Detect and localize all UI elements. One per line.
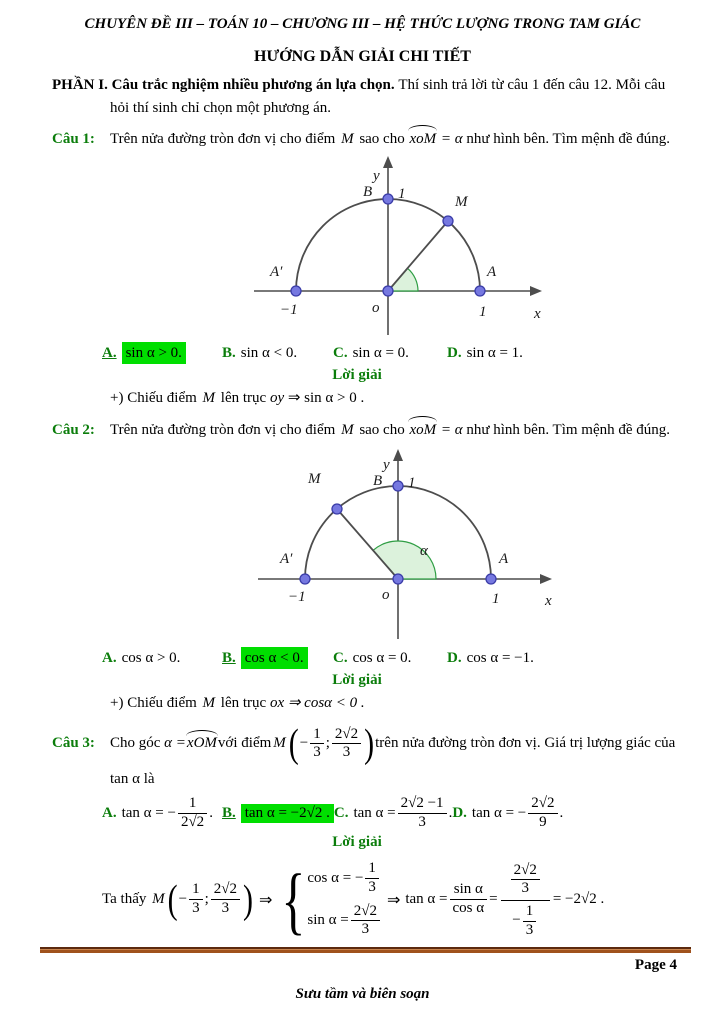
label-x-axis: x: [534, 306, 541, 322]
question-2: [52, 420, 705, 441]
q1-answer-c-text: sin α = 0.: [352, 345, 409, 361]
page-header-title: CHUYÊN ĐỀ III – TOÁN 10 – CHƯƠNG III – HỆ THỨC LƯỢNG TRONG TAM GIÁC: [84, 16, 641, 32]
implies-arrow-icon: ⇒: [386, 891, 401, 909]
label-A-prime: A′: [270, 264, 283, 280]
point-B: [393, 481, 403, 491]
q3-sol-bf-nd: 3: [521, 880, 529, 897]
q3-sol-sin-num: 2√2: [351, 904, 380, 922]
q3-answer-b: [222, 804, 334, 823]
q3-sol-separator: ;: [204, 891, 209, 907]
label-A-prime: A′: [280, 550, 293, 567]
q1-answer-b-text: sin α < 0.: [240, 345, 298, 361]
q1-answer-d: [447, 343, 710, 363]
q3-text-post: trên nửa đường tròn đơn vị. Giá trị lượng giác của: [375, 735, 676, 751]
label-alpha: α: [420, 542, 428, 559]
label-minus-one: −1: [280, 302, 298, 318]
label-one-right: 1: [479, 304, 487, 320]
q1-answer-a-text-highlighted: sin α > 0.: [122, 342, 186, 364]
footer-credit: Sưu tầm và biên soạn: [295, 986, 430, 1002]
q2-answer-c-letter: C.: [333, 649, 348, 666]
q2-sol-M: M: [202, 695, 216, 711]
q3-sol-tan-num: sin α: [450, 882, 488, 900]
point-M: [443, 216, 453, 226]
q1-sol-post: ⇒ sin α > 0 .: [284, 390, 365, 407]
q2-eq-alpha: = α: [437, 421, 467, 438]
q1-sol-pre: +) Chiếu điểm: [110, 390, 201, 407]
q3-answer-a-pre: tan α = −: [121, 804, 176, 821]
label-origin: o: [382, 586, 390, 603]
question-2-label: Câu 2:: [52, 421, 95, 438]
q3-sol-big-frac: [501, 861, 550, 939]
implies-arrow-icon: ⇒: [258, 891, 273, 909]
q3-sol-sin-den: 3: [361, 921, 370, 938]
q3-coord-frac1: [310, 727, 324, 762]
q3-answer-c-letter: C.: [333, 804, 349, 821]
q2-text-post: như hình bên. Tìm mệnh đề đúng.: [466, 421, 671, 438]
q2-sol-pre: +) Chiếu điểm: [110, 695, 201, 711]
q2-solution-line: [110, 692, 705, 715]
q3-sol-cos-den: 3: [368, 878, 376, 895]
q3-solution-heading: Lời giải: [332, 833, 382, 850]
q3-sol-bf-dminus: −: [512, 912, 521, 929]
q1-text-post: như hình bên. Tìm mệnh đề đúng.: [466, 131, 671, 147]
q3-coord-minus: −: [299, 735, 309, 751]
q1-sol-axis: oy: [269, 390, 285, 407]
q2-angle-arc-notation: xoM: [408, 420, 437, 441]
q2-solution-heading: Lời giải: [332, 672, 382, 688]
q3-sol-minus: −: [178, 891, 188, 907]
part1-intro: [52, 74, 683, 119]
q3-text-mid: với điểm: [217, 735, 272, 751]
q2-sol-mid: lên trục: [217, 695, 270, 711]
label-x-axis: x: [545, 592, 552, 609]
part1-label: PHẦN I.: [52, 77, 108, 93]
unit-semicircle-diagram-1: [246, 154, 546, 336]
q3-paren-close: ): [364, 721, 375, 767]
q2-answer-c-text: cos α = 0.: [352, 649, 412, 666]
q3-text-pre: Cho góc: [110, 735, 161, 751]
point-A-prime: [291, 286, 301, 296]
label-one-top: 1: [408, 474, 416, 491]
label-M: M: [455, 194, 468, 210]
q3-coord-frac1-den: 3: [313, 744, 321, 761]
q1-sol-mid: lên trục: [217, 390, 270, 407]
q3-sol-frac2-den: 3: [221, 900, 230, 916]
label-one-top: 1: [398, 186, 406, 202]
part1-title: Câu trắc nghiệm nhiều phương án lựa chọn.: [107, 77, 399, 93]
q3-answer-d-num: 2√2: [528, 796, 557, 814]
q2-answer-b-letter: B.: [222, 649, 236, 666]
q3-answer-d-frac: [528, 796, 557, 831]
q1-text-pre: Trên nửa đường tròn đơn vị cho điểm: [110, 131, 340, 147]
q1-answer-c: [333, 343, 447, 363]
label-y-axis: y: [373, 168, 380, 184]
label-A: A: [487, 264, 497, 280]
y-axis-arrow-icon: [393, 449, 403, 461]
q3-sol-eq2: =: [489, 891, 498, 907]
q2-answer-d-letter: D.: [447, 649, 462, 666]
q3-sol-tan-lhs: tan α =: [405, 891, 448, 907]
q3-text-line2: [110, 771, 725, 788]
q3-sol-sin-frac: [351, 904, 380, 939]
label-minus-one: −1: [288, 588, 306, 605]
q1-answer-b-letter: B.: [222, 345, 236, 361]
q3-answer-c-post: .: [448, 804, 453, 821]
point-A-prime: [300, 574, 310, 584]
part1-description: Thí sinh trả lời từ câu 1 đến câu 12. Mỗi câu hỏi thí sinh chỉ chọn một phương án.: [110, 77, 666, 116]
q3-coord-frac2: [332, 727, 361, 762]
point-A: [475, 286, 485, 296]
q1-answer-c-letter: C.: [333, 345, 348, 361]
q3-answer-c-den: 3: [418, 813, 426, 830]
q3-sol-big-frac-den-frac: [523, 904, 537, 939]
q1-solution-line: [110, 387, 705, 410]
q3-answer-c-num: 2√2 −1: [398, 796, 447, 814]
q3-sol-big-frac-num-frac: [511, 863, 540, 898]
q3-coord-frac2-den: 3: [342, 744, 351, 761]
q3-sol-sin-lhs: sin α =: [307, 912, 349, 929]
question-3-label: Câu 3:: [52, 735, 95, 751]
label-B: B: [363, 184, 373, 200]
q3-sol-tan-frac: [450, 882, 488, 917]
q3-answer-a: [102, 796, 222, 831]
point-B: [383, 194, 393, 204]
q2-text-pre: Trên nửa đường tròn đơn vị cho điểm: [110, 421, 340, 438]
q1-eq-alpha: = α: [437, 131, 467, 147]
q3-answer-d-letter: D.: [452, 804, 467, 821]
q3-solution-line: [102, 857, 715, 942]
q2-answer-a: [102, 648, 222, 668]
q1-text-mid: sao cho: [355, 131, 409, 147]
q1-answer-a-letter: A.: [102, 345, 117, 361]
question-1: [52, 129, 705, 150]
q1-var-M: M: [341, 131, 354, 147]
q3-answer-c-pre: tan α =: [353, 804, 396, 821]
question-2-answers: [102, 647, 710, 669]
q3-sol-frac2: [211, 882, 240, 917]
q2-answer-a-text: cos α > 0.: [121, 649, 181, 666]
point-origin: [383, 286, 393, 296]
q2-answer-c: [333, 648, 447, 668]
label-one-right: 1: [492, 590, 500, 607]
q3-paren-open: (: [288, 721, 299, 767]
q3-coord-frac1-num: 1: [310, 727, 324, 745]
q3-answer-a-letter: A.: [102, 804, 117, 821]
system-brace-icon: {: [281, 857, 306, 942]
point-M: [332, 504, 342, 514]
q3-answer-c-frac: [398, 796, 447, 831]
question-3-answers: [102, 796, 715, 831]
q3-var-M: M: [273, 735, 286, 751]
q1-angle-arc-notation: xoM: [408, 129, 437, 150]
q3-sol-cos-lhs: cos α = −: [307, 869, 364, 886]
q3-coord-frac2-num: 2√2: [332, 727, 361, 745]
q2-answer-b-text-highlighted: cos α < 0.: [241, 647, 308, 669]
q3-sol-tan-den: cos α: [452, 900, 485, 916]
question-1-text: [110, 129, 705, 150]
q3-sol-bf-dd: 3: [525, 921, 534, 938]
question-1-answers: [102, 342, 710, 364]
q3-answer-a-num: 1: [178, 796, 207, 814]
label-y-axis: y: [383, 456, 390, 473]
q2-answer-d-text: cos α = −1.: [466, 649, 534, 666]
question-1-label: Câu 1:: [52, 131, 95, 147]
q1-answer-a: [102, 342, 222, 364]
label-B: B: [373, 472, 383, 489]
q3-sol-bf-nn: 2√2: [511, 863, 540, 881]
q3-sol-system: [307, 861, 382, 938]
point-origin: [393, 574, 403, 584]
q2-answer-a-letter: A.: [102, 649, 117, 666]
q3-tan-alpha: tan α: [110, 771, 140, 787]
q3-la: là: [139, 771, 155, 787]
label-A: A: [499, 550, 509, 567]
q3-sol-frac1-num: 1: [189, 882, 203, 900]
q3-sol-sin-line: [307, 904, 382, 939]
question-3: [52, 721, 705, 767]
label-M: M: [308, 470, 321, 487]
q1-solution-heading: Lời giải: [332, 367, 382, 384]
question-2-text: [110, 420, 705, 441]
point-A: [486, 574, 496, 584]
q3-answer-d: [452, 796, 715, 831]
q3-sol-cos-frac: [365, 861, 379, 896]
q3-angle-arc-notation: xOM: [186, 734, 218, 754]
q3-sol-frac1-den: 3: [192, 900, 200, 916]
q3-answer-a-den: 2√2: [180, 813, 205, 830]
q3-sol-frac2-num: 2√2: [211, 882, 240, 900]
q3-answer-b-text-highlighted: tan α = −2√2 .: [241, 804, 334, 823]
q3-sol-result: = −2√2 .: [552, 891, 605, 907]
q1-sol-M: M: [202, 390, 216, 407]
q2-var-M: M: [341, 421, 354, 438]
q3-answer-d-post: .: [559, 804, 564, 821]
q3-sol-bf-dn: 1: [523, 904, 537, 922]
q2-answer-b: [222, 647, 333, 669]
footer-page-number: Page 4: [634, 957, 677, 973]
q2-text-mid: sao cho: [355, 421, 409, 438]
q3-answer-a-frac: [178, 796, 207, 831]
q3-sol-cos-num: 1: [365, 861, 379, 879]
unit-semicircle-diagram-2: [250, 445, 562, 641]
q3-sol-pre: Ta thấy: [102, 891, 147, 907]
q3-sol-big-frac-den: [501, 901, 550, 939]
q3-sol-paren-open: (: [167, 877, 178, 922]
q1-answer-d-text: sin α = 1.: [466, 345, 523, 361]
x-axis-arrow-icon: [540, 574, 552, 584]
q3-sol-frac1: [189, 882, 203, 917]
q1-answer-b: [222, 343, 333, 363]
x-axis-arrow-icon: [530, 286, 542, 296]
q3-sol-cos-line: [307, 861, 381, 896]
q3-sol-M: M: [152, 891, 165, 907]
q2-sol-post: ⇒ cosα < 0 .: [284, 695, 365, 711]
q3-answer-d-pre: tan α = −: [471, 804, 527, 821]
q3-answer-d-den: 9: [539, 813, 547, 830]
radius-OM: [388, 221, 448, 291]
q3-answer-a-post: .: [209, 804, 213, 821]
q3-answer-c: [334, 796, 452, 831]
y-axis-arrow-icon: [383, 156, 393, 168]
q3-alpha-eq: α =: [164, 735, 186, 751]
label-origin: o: [372, 300, 380, 316]
footer-divider: [40, 947, 691, 953]
q3-coord-separator: ;: [325, 735, 330, 751]
section-title: HƯỚNG DẪN GIẢI CHI TIẾT: [254, 48, 471, 65]
q2-sol-axis: ox: [269, 695, 285, 711]
q3-answer-b-letter: B.: [222, 804, 236, 821]
q3-sol-big-frac-num: [501, 861, 550, 902]
q3-sol-paren-close: ): [242, 877, 253, 922]
q1-answer-d-letter: D.: [447, 345, 462, 361]
q2-answer-d: [447, 648, 710, 668]
